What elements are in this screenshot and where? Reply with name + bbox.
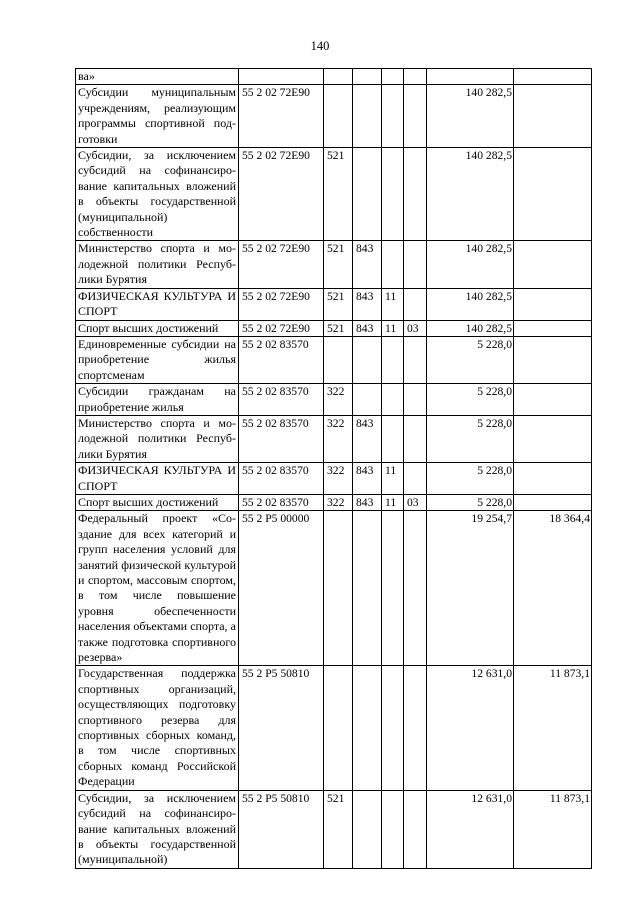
row-expense-type-cell — [324, 666, 353, 790]
row-ministry-code-cell — [353, 384, 382, 416]
row-target-code-cell: 55 2 02 83570 — [239, 336, 324, 383]
table-row — [76, 790, 592, 868]
row-name-cell: Министерство спорта и молодежной политики Республики Бурятия — [76, 415, 239, 462]
row-section-cell — [382, 511, 404, 666]
row-amount-1-cell: 12 631,0 — [427, 790, 514, 868]
row-expense-type-cell — [324, 85, 353, 148]
row-name-cell: Государственная поддержка спортивных организаций, осуществляющих подготовку спортивного резерва для спортивных сборных команд, в том числе спортивных сборных команд Российской Федерации — [76, 666, 239, 790]
row-ministry-code-cell: 843 — [353, 463, 382, 495]
row-amount-2-cell: 18 364,4 — [514, 511, 592, 666]
row-amount-2-cell — [514, 148, 592, 241]
table-row — [76, 69, 592, 85]
row-ministry-code-cell: 843 — [353, 415, 382, 462]
row-amount-1-cell: 140 282,5 — [427, 241, 514, 288]
row-amount-1-cell: 19 254,7 — [427, 511, 514, 666]
row-section-cell: 11 — [382, 288, 404, 320]
row-amount-1-cell: 140 282,5 — [427, 320, 514, 336]
row-amount-2-cell — [514, 288, 592, 320]
row-section-cell — [382, 790, 404, 868]
table-row — [76, 511, 592, 666]
table-row — [76, 336, 592, 383]
row-target-code-cell: 55 2 02 72E90 — [239, 85, 324, 148]
row-target-code-cell: 55 2 02 72E90 — [239, 288, 324, 320]
row-amount-1-cell: 5 228,0 — [427, 384, 514, 416]
table-row — [76, 494, 592, 510]
row-amount-1-cell: 5 228,0 — [427, 463, 514, 495]
row-section-cell — [382, 148, 404, 241]
row-ministry-code-cell — [353, 511, 382, 666]
row-expense-type-cell: 521 — [324, 148, 353, 241]
row-name-cell: Спорт высших достижений — [76, 494, 239, 510]
row-section-cell — [382, 415, 404, 462]
table-row — [76, 384, 592, 416]
row-ministry-code-cell — [353, 85, 382, 148]
row-name-cell: Министерство спорта и молодежной политики Республики Бурятия — [76, 241, 239, 288]
row-ministry-code-cell — [353, 148, 382, 241]
row-target-code-cell: 55 2 02 83570 — [239, 384, 324, 416]
row-amount-1-cell — [427, 69, 514, 85]
row-amount-1-cell: 140 282,5 — [427, 288, 514, 320]
row-name-cell: Федеральный проект «Создание для всех категорий и групп населения условий для занятий физической культурой и спортом, массовым спортом, в том числе повышение уровня обеспеченности населения объектами спорта, а также подготовка спортивного резерва» — [76, 511, 239, 666]
row-section-cell — [382, 336, 404, 383]
table-row — [76, 320, 592, 336]
row-amount-2-cell — [514, 69, 592, 85]
row-subsection-cell — [404, 69, 427, 85]
row-ministry-code-cell — [353, 666, 382, 790]
row-subsection-cell — [404, 415, 427, 462]
row-name-cell: ФИЗИЧЕСКАЯ КУЛЬТУРА И СПОРТ — [76, 463, 239, 495]
row-target-code-cell: 55 2 P5 50810 — [239, 790, 324, 868]
row-ministry-code-cell — [353, 790, 382, 868]
row-target-code-cell: 55 2 02 72E90 — [239, 320, 324, 336]
row-expense-type-cell: 521 — [324, 320, 353, 336]
table-row — [76, 415, 592, 462]
row-ministry-code-cell — [353, 336, 382, 383]
row-target-code-cell: 55 2 02 72E90 — [239, 148, 324, 241]
row-target-code-cell: 55 2 02 72E90 — [239, 241, 324, 288]
row-target-code-cell: 55 2 P5 00000 — [239, 511, 324, 666]
row-expense-type-cell: 521 — [324, 790, 353, 868]
row-amount-2-cell — [514, 320, 592, 336]
row-ministry-code-cell: 843 — [353, 494, 382, 510]
row-section-cell — [382, 85, 404, 148]
row-expense-type-cell — [324, 69, 353, 85]
table-row — [76, 288, 592, 320]
row-name-cell: Субсидии муниципальным учреждениям, реализующим программы спортивной подготовки — [76, 85, 239, 148]
table-row — [76, 241, 592, 288]
page-number: 140 — [310, 39, 330, 53]
row-target-code-cell: 55 2 P5 50810 — [239, 666, 324, 790]
row-section-cell — [382, 241, 404, 288]
row-target-code-cell: 55 2 02 83570 — [239, 463, 324, 495]
row-amount-2-cell — [514, 463, 592, 495]
row-subsection-cell — [404, 790, 427, 868]
row-subsection-cell — [404, 384, 427, 416]
row-amount-2-cell — [514, 85, 592, 148]
row-amount-1-cell: 140 282,5 — [427, 85, 514, 148]
row-section-cell: 11 — [382, 320, 404, 336]
row-section-cell — [382, 666, 404, 790]
row-amount-2-cell: 11 873,1 — [514, 790, 592, 868]
row-name-cell: Спорт высших достижений — [76, 320, 239, 336]
row-expense-type-cell: 322 — [324, 384, 353, 416]
row-expense-type-cell — [324, 511, 353, 666]
row-subsection-cell — [404, 241, 427, 288]
row-amount-1-cell: 12 631,0 — [427, 666, 514, 790]
table-row — [76, 666, 592, 790]
table-row — [76, 463, 592, 495]
row-amount-2-cell — [514, 494, 592, 510]
row-amount-1-cell: 140 282,5 — [427, 148, 514, 241]
row-ministry-code-cell: 843 — [353, 320, 382, 336]
row-section-cell: 11 — [382, 463, 404, 495]
budget-table-body — [76, 69, 592, 869]
row-amount-2-cell — [514, 384, 592, 416]
row-ministry-code-cell: 843 — [353, 288, 382, 320]
row-expense-type-cell: 521 — [324, 288, 353, 320]
row-name-cell: Субсидии, за исключением субсидий на софинансирование капитальных вложений в объекты государственной (муниципальной) — [76, 790, 239, 868]
row-expense-type-cell: 322 — [324, 494, 353, 510]
row-expense-type-cell: 322 — [324, 463, 353, 495]
row-expense-type-cell — [324, 336, 353, 383]
row-amount-1-cell: 5 228,0 — [427, 415, 514, 462]
row-target-code-cell — [239, 69, 324, 85]
row-amount-2-cell — [514, 415, 592, 462]
row-subsection-cell — [404, 148, 427, 241]
row-amount-2-cell — [514, 336, 592, 383]
row-amount-2-cell: 11 873,1 — [514, 666, 592, 790]
row-target-code-cell: 55 2 02 83570 — [239, 415, 324, 462]
row-subsection-cell — [404, 463, 427, 495]
row-section-cell — [382, 384, 404, 416]
row-subsection-cell — [404, 666, 427, 790]
budget-table — [75, 68, 592, 869]
row-name-cell: ФИЗИЧЕСКАЯ КУЛЬТУРА И СПОРТ — [76, 288, 239, 320]
row-amount-1-cell: 5 228,0 — [427, 336, 514, 383]
row-expense-type-cell: 521 — [324, 241, 353, 288]
row-amount-1-cell: 5 228,0 — [427, 494, 514, 510]
row-subsection-cell — [404, 85, 427, 148]
row-subsection-cell: 03 — [404, 320, 427, 336]
row-subsection-cell — [404, 288, 427, 320]
table-row — [76, 148, 592, 241]
table-row — [76, 85, 592, 148]
row-target-code-cell: 55 2 02 83570 — [239, 494, 324, 510]
row-subsection-cell — [404, 336, 427, 383]
row-section-cell — [382, 69, 404, 85]
row-name-cell: Субсидии, за исключением субсидий на софинансирование капитальных вложений в объекты государственной (муниципальной) собственности — [76, 148, 239, 241]
row-section-cell: 11 — [382, 494, 404, 510]
row-name-cell: ва» — [76, 69, 239, 85]
row-name-cell: Единовременные субсидии на приобретение жилья спортсменам — [76, 336, 239, 383]
row-subsection-cell: 03 — [404, 494, 427, 510]
row-ministry-code-cell — [353, 69, 382, 85]
row-amount-2-cell — [514, 241, 592, 288]
row-subsection-cell — [404, 511, 427, 666]
row-name-cell: Субсидии гражданам на приобретение жилья — [76, 384, 239, 416]
row-ministry-code-cell: 843 — [353, 241, 382, 288]
row-expense-type-cell: 322 — [324, 415, 353, 462]
